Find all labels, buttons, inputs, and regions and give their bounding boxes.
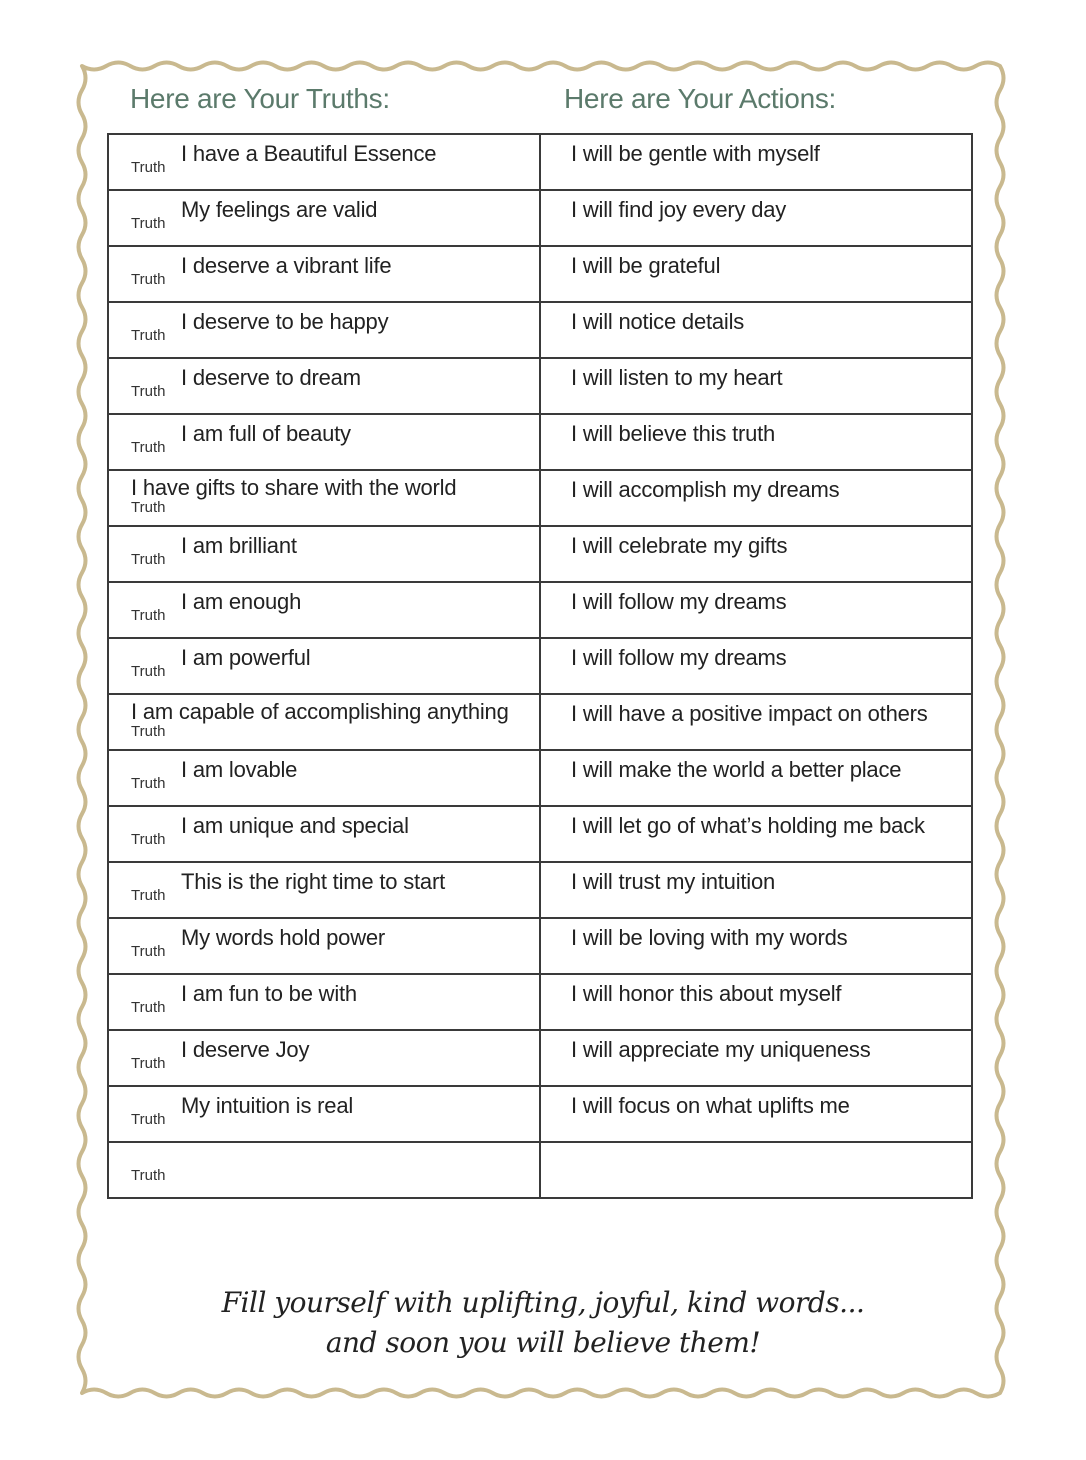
truth-tag-label: Truth — [131, 887, 166, 904]
truth-tag-label: Truth — [131, 159, 166, 176]
truth-text: My words hold power — [181, 925, 386, 950]
truth-text: I am capable of accomplishing anything — [131, 699, 509, 724]
table-row — [108, 470, 972, 526]
action-text: I will make the world a better place — [571, 757, 902, 782]
truth-tag-label: Truth — [131, 439, 166, 456]
action-text: I will appreciate my uniqueness — [571, 1037, 871, 1062]
truth-text: This is the right time to start — [181, 869, 445, 894]
column-headers — [130, 83, 990, 123]
action-text: I will find joy every day — [571, 197, 787, 222]
truth-text: I am unique and special — [181, 813, 409, 838]
action-text: I will follow my dreams — [571, 589, 787, 614]
truth-tag-label: Truth — [131, 999, 166, 1016]
footer-line-2: and soon you will believe them! — [325, 1326, 761, 1359]
action-cell[interactable] — [540, 582, 972, 638]
table-row — [108, 190, 972, 246]
truth-text: I am enough — [181, 589, 302, 614]
truth-cell[interactable] — [108, 582, 540, 638]
table-row — [108, 246, 972, 302]
action-cell[interactable] — [540, 414, 972, 470]
truth-tag-label: Truth — [131, 663, 166, 680]
action-cell[interactable] — [540, 1030, 972, 1086]
action-text: I will notice details — [571, 309, 745, 334]
truth-tag-label: Truth — [131, 383, 166, 400]
action-text: I will be gentle with myself — [571, 141, 820, 166]
table-row — [108, 134, 972, 190]
truth-cell[interactable] — [108, 862, 540, 918]
truth-tag-label: Truth — [131, 775, 166, 792]
truth-text: My feelings are valid — [181, 197, 378, 222]
truth-cell[interactable] — [108, 526, 540, 582]
action-cell[interactable] — [540, 190, 972, 246]
truth-text: I deserve to be happy — [181, 309, 389, 334]
table-row — [108, 918, 972, 974]
action-text: I will let go of what’s holding me back — [571, 813, 925, 838]
action-text: I will believe this truth — [571, 421, 776, 446]
truth-cell[interactable] — [108, 134, 540, 190]
truth-text: I have gifts to share with the world — [131, 475, 457, 500]
action-cell[interactable] — [540, 694, 972, 750]
table-row — [108, 974, 972, 1030]
truth-cell[interactable] — [108, 638, 540, 694]
truth-text: I am fun to be with — [181, 981, 357, 1006]
truth-text: I am lovable — [181, 757, 298, 782]
action-text: I will have a positive impact on others — [571, 701, 928, 726]
action-cell[interactable] — [540, 862, 972, 918]
table-row — [108, 694, 972, 750]
action-text: I will accomplish my dreams — [571, 477, 840, 502]
truth-tag-label: Truth — [131, 943, 166, 960]
truth-cell[interactable] — [108, 918, 540, 974]
table-row — [108, 750, 972, 806]
truth-cell[interactable] — [108, 1086, 540, 1142]
action-text: I will trust my intuition — [571, 869, 776, 894]
truth-tag-label: Truth — [131, 1055, 166, 1072]
table-row — [108, 1086, 972, 1142]
action-cell[interactable] — [540, 358, 972, 414]
truth-cell[interactable] — [108, 1030, 540, 1086]
truth-cell[interactable] — [108, 806, 540, 862]
truth-cell[interactable] — [108, 414, 540, 470]
truth-tag-label: Truth — [131, 723, 166, 740]
truth-cell[interactable] — [108, 1142, 540, 1198]
truth-cell[interactable] — [108, 302, 540, 358]
truth-cell[interactable] — [108, 694, 540, 750]
truth-text: I am brilliant — [181, 533, 297, 558]
truth-text: I deserve a vibrant life — [181, 253, 392, 278]
truth-text: I deserve to dream — [181, 365, 361, 390]
truth-cell[interactable] — [108, 750, 540, 806]
truth-text: My intuition is real — [181, 1093, 354, 1118]
truth-tag-label: Truth — [131, 607, 166, 624]
truth-tag-label: Truth — [131, 215, 166, 232]
truth-tag-label: Truth — [131, 327, 166, 344]
action-cell[interactable] — [540, 1142, 972, 1198]
action-text: I will focus on what uplifts me — [571, 1093, 850, 1118]
truth-tag-label: Truth — [131, 831, 166, 848]
action-cell[interactable] — [540, 974, 972, 1030]
truth-tag-label: Truth — [131, 271, 166, 288]
truth-tag-label: Truth — [131, 551, 166, 568]
action-text: I will be loving with my words — [571, 925, 848, 950]
truth-cell[interactable] — [108, 246, 540, 302]
truth-text: I have a Beautiful Essence — [181, 141, 437, 166]
action-cell[interactable] — [540, 302, 972, 358]
action-cell[interactable] — [540, 134, 972, 190]
truth-cell[interactable] — [108, 190, 540, 246]
table-row — [108, 414, 972, 470]
action-cell[interactable] — [540, 470, 972, 526]
truth-text: I deserve Joy — [181, 1037, 310, 1062]
truth-text: I am powerful — [181, 645, 311, 670]
truth-text: I am full of beauty — [181, 421, 351, 446]
action-text: I will follow my dreams — [571, 645, 787, 670]
table-row — [108, 862, 972, 918]
table-row — [108, 302, 972, 358]
table-row — [108, 582, 972, 638]
table-row — [108, 1142, 972, 1198]
action-cell[interactable] — [540, 918, 972, 974]
action-text: I will listen to my heart — [571, 365, 783, 390]
table-row — [108, 358, 972, 414]
table-row — [108, 638, 972, 694]
action-cell[interactable] — [540, 1086, 972, 1142]
truth-cell[interactable] — [108, 470, 540, 526]
action-text: I will honor this about myself — [571, 981, 842, 1006]
truth-cell[interactable] — [108, 358, 540, 414]
action-text: I will celebrate my gifts — [571, 533, 788, 558]
actions-heading: Here are Your Actions: — [564, 83, 837, 114]
truths-heading: Here are Your Truths: — [130, 83, 390, 114]
action-cell[interactable] — [540, 806, 972, 862]
table-row — [108, 806, 972, 862]
action-text: I will be grateful — [571, 253, 721, 278]
footer-line-1: Fill yourself with uplifting, joyful, kind words... — [221, 1286, 865, 1319]
footer-quote — [0, 1283, 1086, 1363]
table-row — [108, 526, 972, 582]
action-cell[interactable] — [540, 638, 972, 694]
truths-actions-table — [107, 133, 973, 1199]
truth-tag-label: Truth — [131, 1111, 166, 1128]
action-cell[interactable] — [540, 246, 972, 302]
truth-cell[interactable] — [108, 974, 540, 1030]
truth-tag-label: Truth — [131, 1167, 166, 1184]
action-cell[interactable] — [540, 750, 972, 806]
action-cell[interactable] — [540, 526, 972, 582]
truth-tag-label: Truth — [131, 499, 166, 516]
table-row — [108, 1030, 972, 1086]
